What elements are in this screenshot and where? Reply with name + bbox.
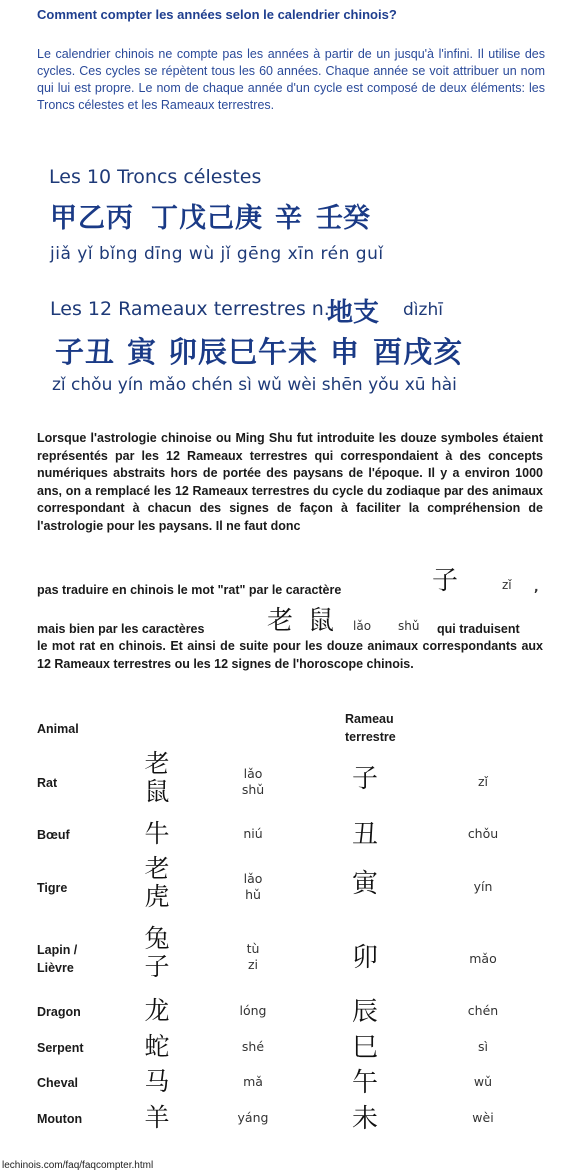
animal-name: Rat bbox=[37, 776, 58, 790]
animal-pinyin: tù zi bbox=[246, 941, 260, 972]
animal-name: Bœuf bbox=[37, 828, 70, 842]
animal-pinyin: niú bbox=[243, 826, 263, 841]
animal-hanzi: 龙 bbox=[144, 996, 170, 1025]
animal-name: Cheval bbox=[37, 1076, 78, 1090]
animal-hanzi: 羊 bbox=[144, 1103, 170, 1132]
animal-hanzi: 牛 bbox=[144, 819, 170, 848]
stems-group: 甲乙丙 bbox=[50, 203, 134, 234]
animal-pinyin: shé bbox=[241, 1039, 265, 1054]
lao-pinyin: lǎo bbox=[353, 619, 372, 633]
branch-hanzi: 寅 bbox=[351, 869, 378, 899]
branches-heading-hanzi: 地支 bbox=[327, 298, 380, 328]
animal-name: Serpent bbox=[37, 1041, 84, 1055]
animal-name: Dragon bbox=[37, 1005, 81, 1019]
footer-url: lechinois.com/faq/faqcompter.html bbox=[2, 1160, 154, 1171]
animal-hanzi: 蛇 bbox=[144, 1032, 170, 1061]
shu-hanzi: 鼠 bbox=[308, 606, 335, 636]
animal-hanzi: 马 bbox=[144, 1067, 170, 1096]
branches-pinyin: zǐ chǒu yín mǎo chén sì wǔ wèi shēn yǒu xū hài bbox=[52, 375, 457, 395]
laoshu-line-lead: mais bien par les caractères bbox=[37, 622, 205, 636]
astrology-paragraph: Lorsque l'astrologie chinoise ou Ming Shu fut introduite les douze symboles étaient représentés par les 12 Rameaux terrestres qui correspondaient à des concepts numériques abstraits hors de portée des paysans de l'époque. Il y a environ 1000 ans, on a remplacé les 12 Rameaux terrestres du cycle du zodiaque par des animaux correspondant à chacun des signes de façon à faciliter la compréhension de l'astrologie pour les paysans. Il ne faut donc bbox=[37, 431, 543, 533]
branch-pinyin: wǔ bbox=[473, 1074, 493, 1089]
branch-pinyin: chǒu bbox=[467, 826, 499, 841]
stems-pinyin: jiǎ yǐ bǐng dīng wù jǐ gēng xīn rén guǐ bbox=[50, 244, 384, 264]
branch-pinyin: yín bbox=[473, 879, 493, 894]
branches-group: 卯辰巳午未 bbox=[168, 335, 319, 369]
animal-pinyin: yáng bbox=[237, 1110, 269, 1125]
shu-pinyin: shǔ bbox=[398, 619, 420, 633]
branch-hanzi: 未 bbox=[351, 1104, 378, 1134]
branch-pinyin: chén bbox=[467, 1003, 499, 1018]
branch-hanzi: 辰 bbox=[351, 997, 378, 1027]
branch-pinyin: wèi bbox=[472, 1110, 494, 1125]
branch-pinyin: zǐ bbox=[477, 774, 489, 789]
intro-paragraph: Le calendrier chinois ne compte pas les années à partir de un jusqu'à l'infini. Il utilise des cycles. Ces cycles se répètent tous les 60 années. Chaque année se voit attribuer un nom qui lui est propre. Le nom de chaque année d'un cycle est composé de deux éléments: les Troncs célestes et les Rameaux terrestres. bbox=[37, 47, 545, 112]
animal-name: Lapin / Lièvre bbox=[37, 943, 78, 975]
animal-hanzi: 老 鼠 bbox=[144, 749, 170, 806]
animal-name: Mouton bbox=[37, 1112, 83, 1126]
branch-hanzi: 巳 bbox=[351, 1033, 378, 1063]
table-header-rameau-line1: Rameau bbox=[345, 712, 394, 726]
laoshu-line-tail: qui traduisent bbox=[437, 622, 520, 636]
rat-translation-line: pas traduire en chinois le mot "rat" par le caractère bbox=[37, 583, 342, 597]
branches-group: 寅 bbox=[127, 335, 157, 369]
stems-group: 丁戊己庚 bbox=[151, 203, 263, 234]
branch-hanzi: 卯 bbox=[351, 943, 378, 973]
zi-hanzi: 子 bbox=[432, 566, 459, 596]
table-header-rameau bbox=[345, 710, 396, 746]
branch-hanzi: 子 bbox=[351, 764, 378, 794]
branches-group: 申 bbox=[330, 335, 360, 369]
animal-pinyin: lǎo shǔ bbox=[241, 766, 265, 797]
stems-heading: Les 10 Troncs célestes bbox=[49, 166, 262, 188]
stems-group: 辛 bbox=[275, 203, 302, 234]
animal-pinyin: lǎo hǔ bbox=[243, 871, 263, 902]
stems-hanzi-row bbox=[50, 196, 370, 235]
table-header-animal: Animal bbox=[37, 722, 79, 736]
branches-group: 酉戌亥 bbox=[373, 335, 464, 369]
branches-heading-pinyin: dìzhī bbox=[403, 300, 443, 320]
animal-hanzi: 兔 子 bbox=[144, 924, 170, 981]
animal-name: Tigre bbox=[37, 881, 68, 895]
branch-hanzi: 午 bbox=[351, 1068, 378, 1098]
stems-group: 壬癸 bbox=[316, 203, 370, 234]
lao-hanzi: 老 bbox=[267, 606, 294, 636]
comma: , bbox=[534, 580, 539, 594]
branches-heading: Les 12 Rameaux terrestres n. bbox=[50, 298, 330, 320]
branches-group: 子丑 bbox=[55, 335, 116, 369]
laoshu-paragraph-rest: le mot rat en chinois. Et ainsi de suite pour les douze animaux correspondants aux 12 Rameaux terrestres ou les 12 signes de l'horoscope chinois. bbox=[37, 639, 543, 671]
animal-pinyin: lóng bbox=[239, 1003, 267, 1018]
page-title: Comment compter les années selon le calendrier chinois? bbox=[37, 7, 397, 22]
branch-hanzi: 丑 bbox=[351, 820, 378, 850]
animal-hanzi: 老 虎 bbox=[144, 854, 170, 911]
branches-hanzi-row bbox=[55, 330, 463, 371]
table-header-rameau-line2: terrestre bbox=[345, 730, 396, 744]
branch-pinyin: sì bbox=[478, 1039, 488, 1054]
animal-pinyin: mǎ bbox=[243, 1074, 263, 1089]
zi-pinyin: zǐ bbox=[502, 578, 512, 592]
branch-pinyin: mǎo bbox=[469, 951, 497, 966]
